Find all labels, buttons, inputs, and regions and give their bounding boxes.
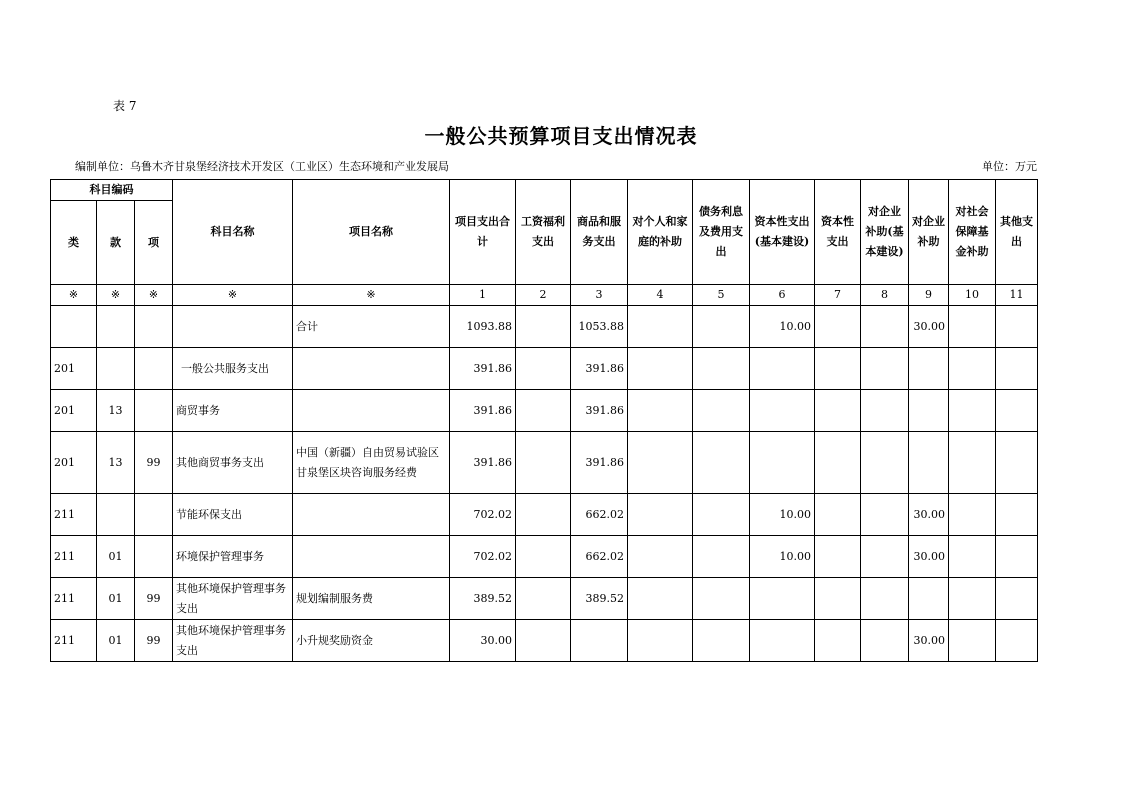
cell-value — [628, 620, 693, 662]
header-xiang: 项 — [135, 201, 173, 285]
cell-value — [949, 348, 996, 390]
cell-value — [861, 306, 909, 348]
cell-value — [693, 578, 750, 620]
cell-subject: 其他环境保护管理事务支出 — [173, 578, 293, 620]
cell-value: 662.02 — [571, 494, 628, 536]
cell-lei: 211 — [51, 578, 97, 620]
cell-value — [516, 536, 571, 578]
cell-project: 合计 — [293, 306, 450, 348]
cell-project: 小升规奖励资金 — [293, 620, 450, 662]
cell-value — [815, 306, 861, 348]
header-col-6: 资本性支出(基本建设) — [750, 180, 815, 285]
index-number: 1 — [450, 285, 516, 306]
cell-value — [750, 348, 815, 390]
cell-lei: 211 — [51, 536, 97, 578]
cell-value — [693, 348, 750, 390]
page-title: 一般公共预算项目支出情况表 — [424, 124, 698, 148]
cell-value: 10.00 — [750, 494, 815, 536]
cell-subject — [173, 306, 293, 348]
cell-value — [815, 620, 861, 662]
cell-value — [949, 536, 996, 578]
cell-value — [815, 578, 861, 620]
cell-value — [516, 620, 571, 662]
cell-value: 30.00 — [909, 306, 949, 348]
cell-value — [996, 306, 1038, 348]
cell-value: 10.00 — [750, 306, 815, 348]
table-row — [51, 494, 1038, 536]
cell-subject: 节能环保支出 — [173, 494, 293, 536]
cell-value: 1093.88 — [450, 306, 516, 348]
cell-value — [628, 578, 693, 620]
header-col-2: 工资福利支出 — [516, 180, 571, 285]
cell-xiang — [135, 494, 173, 536]
cell-value — [815, 432, 861, 494]
cell-value — [750, 390, 815, 432]
cell-kuan — [97, 348, 135, 390]
header-col-7: 资本性支出 — [815, 180, 861, 285]
cell-value — [750, 432, 815, 494]
table-number: 表 7 — [113, 99, 137, 113]
cell-value — [516, 348, 571, 390]
cell-value — [628, 494, 693, 536]
cell-lei: 201 — [51, 432, 97, 494]
index-number: 4 — [628, 285, 693, 306]
table-row — [51, 432, 1038, 494]
cell-value: 30.00 — [909, 494, 949, 536]
index-mark: ※ — [97, 285, 135, 306]
cell-value — [693, 390, 750, 432]
cell-value: 30.00 — [450, 620, 516, 662]
cell-kuan: 13 — [97, 390, 135, 432]
cell-xiang — [135, 348, 173, 390]
cell-value: 389.52 — [450, 578, 516, 620]
cell-project: 规划编制服务费 — [293, 578, 450, 620]
cell-value — [909, 578, 949, 620]
index-mark: ※ — [173, 285, 293, 306]
index-number: 3 — [571, 285, 628, 306]
cell-value — [628, 536, 693, 578]
cell-value — [693, 536, 750, 578]
cell-value — [996, 494, 1038, 536]
cell-xiang — [135, 306, 173, 348]
cell-value — [628, 390, 693, 432]
cell-value: 391.86 — [571, 390, 628, 432]
header-col-10: 对社会保障基金补助 — [949, 180, 996, 285]
header-project-name: 项目名称 — [293, 180, 450, 285]
table-row — [51, 578, 1038, 620]
cell-value — [861, 432, 909, 494]
cell-value — [996, 390, 1038, 432]
cell-xiang: 99 — [135, 432, 173, 494]
cell-value: 391.86 — [571, 432, 628, 494]
cell-value: 10.00 — [750, 536, 815, 578]
header-lei: 类 — [51, 201, 97, 285]
index-number: 2 — [516, 285, 571, 306]
cell-project — [293, 390, 450, 432]
cell-lei: 201 — [51, 390, 97, 432]
cell-subject: 其他环境保护管理事务支出 — [173, 620, 293, 662]
cell-value — [909, 432, 949, 494]
header-subject-name: 科目名称 — [173, 180, 293, 285]
cell-value — [861, 536, 909, 578]
cell-value: 391.86 — [450, 348, 516, 390]
cell-subject: 环境保护管理事务 — [173, 536, 293, 578]
table-row — [51, 390, 1038, 432]
cell-value: 702.02 — [450, 536, 516, 578]
header-col-3: 商品和服务支出 — [571, 180, 628, 285]
cell-value — [693, 432, 750, 494]
header-col-9: 对企业补助 — [909, 180, 949, 285]
cell-value: 389.52 — [571, 578, 628, 620]
header-subject-code: 科目编码 — [51, 180, 173, 201]
cell-value — [628, 432, 693, 494]
cell-lei: 201 — [51, 348, 97, 390]
header-col-4: 对个人和家庭的补助 — [628, 180, 693, 285]
cell-kuan: 01 — [97, 578, 135, 620]
cell-value — [693, 620, 750, 662]
cell-xiang: 99 — [135, 620, 173, 662]
cell-value — [628, 306, 693, 348]
index-number: 11 — [996, 285, 1038, 306]
cell-value — [949, 578, 996, 620]
cell-project — [293, 494, 450, 536]
table-row — [51, 536, 1038, 578]
index-number: 7 — [815, 285, 861, 306]
cell-value — [949, 494, 996, 536]
cell-value: 391.86 — [571, 348, 628, 390]
index-mark: ※ — [135, 285, 173, 306]
index-number: 6 — [750, 285, 815, 306]
header-col-5: 债务利息及费用支出 — [693, 180, 750, 285]
cell-value — [693, 306, 750, 348]
index-number: 5 — [693, 285, 750, 306]
cell-subject: 一般公共服务支出 — [173, 348, 293, 390]
header-col-1: 项目支出合计 — [450, 180, 516, 285]
cell-value: 391.86 — [450, 432, 516, 494]
cell-value — [861, 494, 909, 536]
cell-lei — [51, 306, 97, 348]
cell-subject: 其他商贸事务支出 — [173, 432, 293, 494]
cell-value — [516, 578, 571, 620]
cell-xiang — [135, 536, 173, 578]
cell-value — [815, 348, 861, 390]
cell-value — [750, 578, 815, 620]
header-kuan: 款 — [97, 201, 135, 285]
header-col-8: 对企业补助(基本建设) — [861, 180, 909, 285]
index-number: 8 — [861, 285, 909, 306]
cell-value: 30.00 — [909, 620, 949, 662]
currency-unit: 单位：万元 — [982, 160, 1037, 173]
cell-value — [861, 390, 909, 432]
table-row — [51, 620, 1038, 662]
cell-value — [571, 620, 628, 662]
index-mark: ※ — [293, 285, 450, 306]
cell-value — [815, 390, 861, 432]
cell-value — [996, 348, 1038, 390]
cell-project: 中国（新疆）自由贸易试验区甘泉堡区块咨询服务经费 — [293, 432, 450, 494]
index-number: 10 — [949, 285, 996, 306]
cell-kuan — [97, 306, 135, 348]
header-col-11: 其他支出 — [996, 180, 1038, 285]
compiling-unit: 编制单位：乌鲁木齐甘泉堡经济技术开发区（工业区）生态环境和产业发展局 — [75, 160, 449, 173]
budget-table — [50, 179, 1038, 662]
cell-value: 1053.88 — [571, 306, 628, 348]
cell-value — [909, 348, 949, 390]
cell-project — [293, 536, 450, 578]
index-mark: ※ — [51, 285, 97, 306]
cell-value: 662.02 — [571, 536, 628, 578]
cell-value — [861, 620, 909, 662]
cell-lei: 211 — [51, 494, 97, 536]
cell-value — [516, 306, 571, 348]
table-row — [51, 348, 1038, 390]
cell-kuan: 01 — [97, 536, 135, 578]
cell-value — [516, 432, 571, 494]
cell-value — [996, 536, 1038, 578]
cell-value — [949, 306, 996, 348]
cell-value: 391.86 — [450, 390, 516, 432]
cell-value — [750, 620, 815, 662]
cell-value — [815, 536, 861, 578]
cell-value — [861, 578, 909, 620]
cell-value — [909, 390, 949, 432]
cell-value — [949, 620, 996, 662]
cell-value — [516, 494, 571, 536]
cell-subject: 商贸事务 — [173, 390, 293, 432]
cell-value — [949, 390, 996, 432]
cell-value — [996, 578, 1038, 620]
cell-xiang: 99 — [135, 578, 173, 620]
cell-value: 702.02 — [450, 494, 516, 536]
cell-project — [293, 348, 450, 390]
cell-lei: 211 — [51, 620, 97, 662]
cell-value — [628, 348, 693, 390]
cell-kuan: 13 — [97, 432, 135, 494]
cell-value — [996, 432, 1038, 494]
cell-value: 30.00 — [909, 536, 949, 578]
table-row-total — [51, 306, 1038, 348]
cell-value — [815, 494, 861, 536]
cell-value — [516, 390, 571, 432]
index-number: 9 — [909, 285, 949, 306]
cell-value — [996, 620, 1038, 662]
cell-xiang — [135, 390, 173, 432]
cell-kuan — [97, 494, 135, 536]
cell-value — [949, 432, 996, 494]
cell-value — [693, 494, 750, 536]
cell-value — [861, 348, 909, 390]
cell-kuan: 01 — [97, 620, 135, 662]
